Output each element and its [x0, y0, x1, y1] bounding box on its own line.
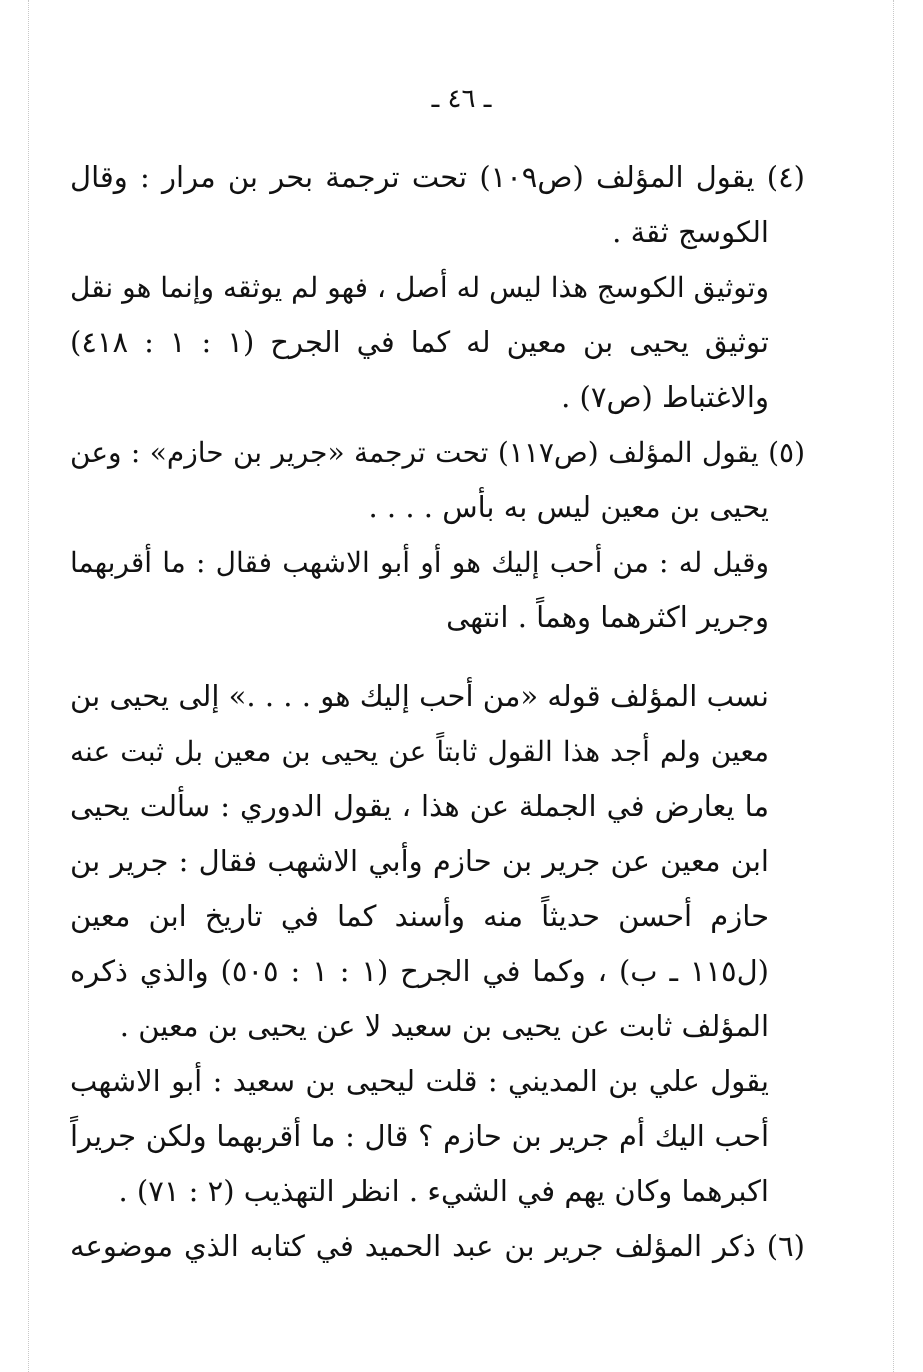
- text-line: (٥) يقول المؤلف (ص١١٧) تحت ترجمة «جرير بن حازم» : وعن: [70, 436, 805, 469]
- text-line: والاغتباط (ص٧) .: [561, 380, 769, 414]
- left-margin-dots: [28, 0, 29, 1372]
- text-line: اكبرهما وكان يهم في الشيء . انظر التهذيب (٢ : ٧١) .: [118, 1174, 769, 1208]
- text-line: (٤) يقول المؤلف (ص١٠٩) تحت ترجمة بحر بن مرار : وقال: [70, 160, 805, 194]
- text-line: وجرير اكثرهما وهماً . انتهى: [446, 600, 769, 634]
- text-line: (ل١١٥ ـ ب) ، وكما في الجرح (١ : ١ : ٥٠٥) والذي ذكره: [70, 954, 769, 988]
- text-line: أحب اليك أم جرير بن حازم ؟ قال : ما أقربهما ولكن جريراً: [70, 1119, 769, 1153]
- text-line: وتوثيق الكوسج هذا ليس له أصل ، فهو لم يوثقه وإنما هو نقل: [70, 271, 769, 304]
- page-body: [70, 150, 805, 1274]
- text-line: نسب المؤلف قوله «من أحب إليك هو . . . .» إلى يحيى بن: [70, 679, 769, 713]
- right-margin-dots: [893, 0, 894, 1372]
- text-line: معين ولم أجد هذا القول ثابتاً عن يحيى بن معين بل ثبت عنه: [70, 735, 769, 768]
- text-line: ابن معين عن جرير بن حازم وأبي الاشهب فقال : جرير بن: [70, 844, 769, 878]
- text-line: الكوسج ثقة .: [612, 215, 769, 249]
- text-line: توثيق يحيى بن معين له كما في الجرح (١ : ١ : ٤١٨): [70, 325, 769, 359]
- text-line: المؤلف ثابت عن يحيى بن سعيد لا عن يحيى بن معين .: [119, 1009, 769, 1043]
- text-line: يقول علي بن المديني : قلت ليحيى بن سعيد : أبو الاشهب: [70, 1064, 769, 1098]
- page-number: ـ ٤٦ ـ: [431, 84, 492, 114]
- text-line: يحيى بن معين ليس به بأس . . . .: [368, 490, 769, 524]
- paragraph-gap: [70, 645, 805, 669]
- text-line: ما يعارض في الجملة عن هذا ، يقول الدوري : سألت يحيى: [70, 789, 769, 823]
- text-line: حازم أحسن حديثاً منه وأسند كما في تاريخ ابن معين: [70, 899, 769, 933]
- text-line: وقيل له : من أحب إليك هو أو أبو الاشهب فقال : ما أقربهما: [70, 546, 769, 579]
- text-line: (٦) ذكر المؤلف جرير بن عبد الحميد في كتابه الذي موضوعه: [70, 1229, 805, 1263]
